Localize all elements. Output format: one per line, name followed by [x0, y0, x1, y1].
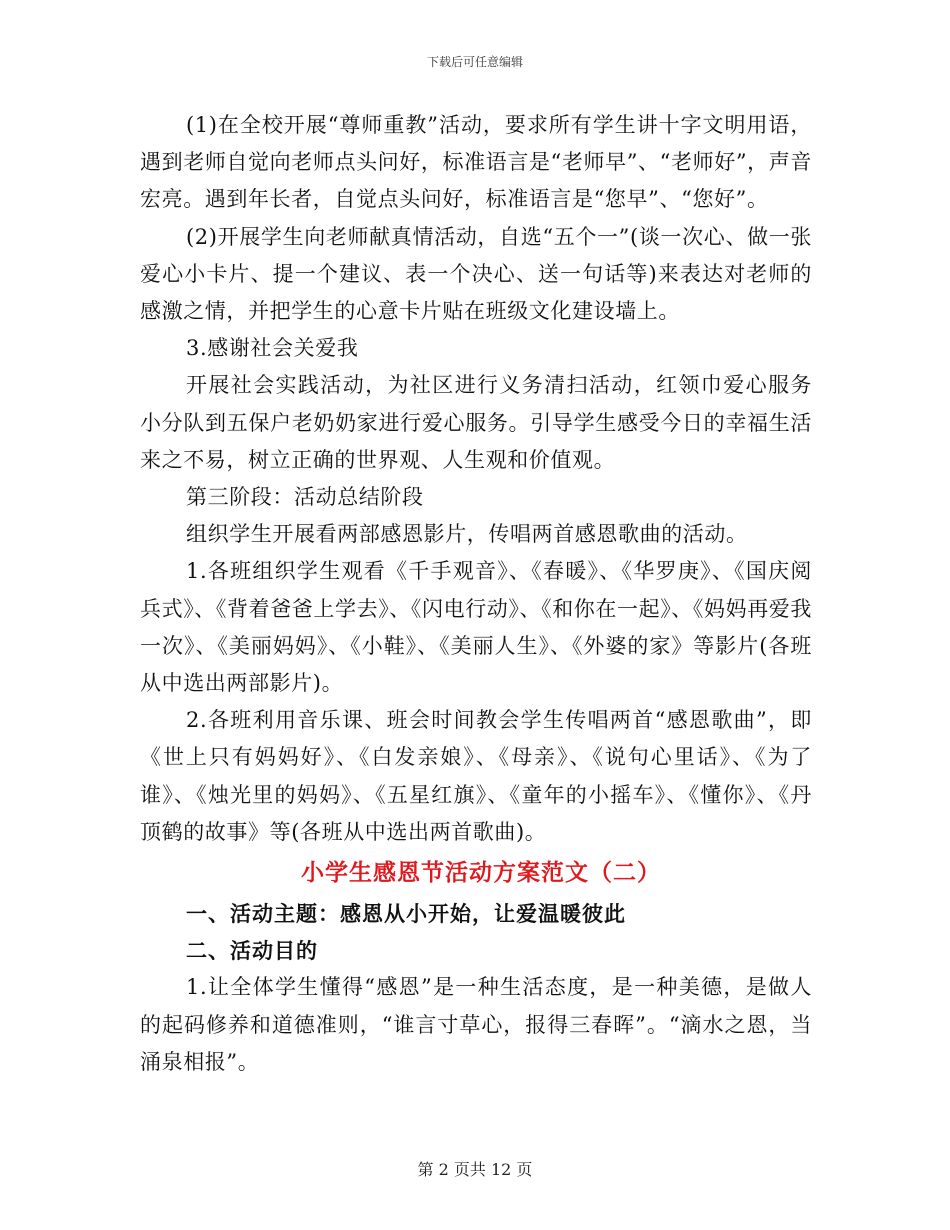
section-heading-purpose: 二、活动目的 [186, 938, 318, 964]
page-header: 下载后可任意编辑 [426, 55, 523, 69]
paragraph-stage-three: 第三阶段：活动总结阶段 [186, 485, 424, 510]
paragraph-thank-society-heading: 3.感谢社会关爱我 [186, 336, 359, 361]
paragraph-five-ones: (2)开展学生向老师献真情活动，自选“五个一”(谈一次心、做一张爱心小卡片、提一个建议、表一个决心、送一句话等)来表达对老师的感激之情，并把学生的心意卡片贴在班级文化建设墙上。 [140, 224, 812, 324]
paragraph-respect-teachers: (1)在全校开展“尊师重教”活动，要求所有学生讲十字文明用语，遇到老师自觉向老师点头问好，标准语言是“老师早”、“老师好”，声音宏亮。遇到年长者，自觉点头问好，标准语言是“您早”、“您好”。 [140, 113, 812, 212]
paragraph-social-practice: 开展社会实践活动，为社区进行义务清扫活动，红领巾爱心服务小分队到五保户老奶奶家进行爱心服务。引导学生感受今日的幸福生活来之不易，树立正确的世界观、人生观和价值观。 [140, 373, 812, 472]
paragraph-film-list: 1.各班组织学生观看《千手观音》、《春暖》、《华罗庚》、《国庆阅兵式》、《背着爸爸上学去》、《闪电行动》、《和你在一起》、《妈妈再爱我一次》、《美丽妈妈》、《小鞋》、《美丽人生》、《外婆的家》等影片(各班从中选出两部影片)。 [140, 559, 812, 696]
section-title: 小学生感恩节活动方案范文（二） [301, 859, 661, 887]
paragraph-song-list: 2.各班利用音乐课、班会时间教会学生传唱两首“感恩歌曲”，即《世上只有妈妈好》、《白发亲娘》、《母亲》、《说句心里话》、《为了谁》、《烛光里的妈妈》、《五星红旗》、《童年的小摇车》、《懂你》、《丹顶鹤的故事》等(各班从中选出两首歌曲)。 [140, 708, 812, 844]
document-body [140, 107, 812, 1081]
paragraph-purpose-one: 1.让全体学生懂得“感恩”是一种生活态度，是一种美德，是做人的起码修养和道德准则，“谁言寸草心，报得三春晖”。“滴水之恩，当涌泉相报”。 [140, 975, 812, 1074]
paragraph-organize-films-songs: 组织学生开展看两部感恩影片，传唱两首感恩歌曲的活动。 [186, 522, 748, 547]
page-footer: 第 2 页共 12 页 [417, 1160, 533, 1179]
section-heading-theme: 一、活动主题：感恩从小开始，让爱温暖彼此 [186, 901, 626, 927]
